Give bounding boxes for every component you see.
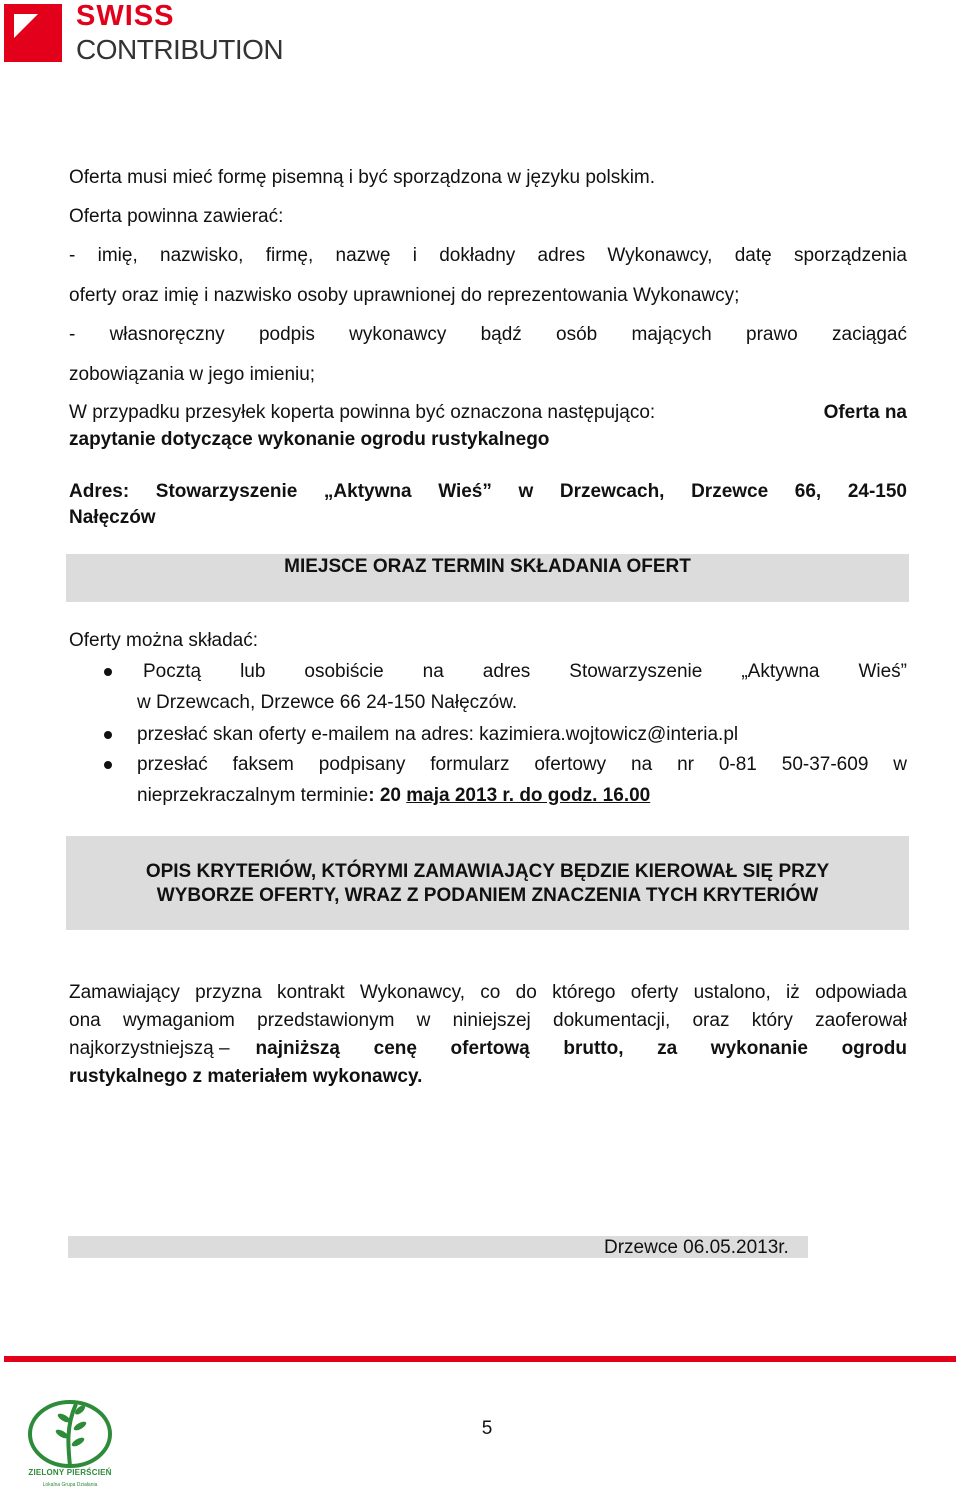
text-line: zobowiązania w jego imieniu; xyxy=(69,364,316,385)
zielony-pierscien-logo xyxy=(20,1396,120,1496)
text-line: oferty oraz imię i nazwisko osoby uprawnionej do reprezentowania Wykonawcy; xyxy=(69,285,740,306)
text-line: Zamawiający przyzna kontrakt Wykonawcy, co do którego oferty ustalono, iż odpowiada xyxy=(69,982,907,1003)
text-line: w Drzewcach, Drzewce 66 24-150 Nałęczów. xyxy=(137,692,518,713)
text-line xyxy=(137,785,907,807)
text-span: W przypadku przesyłek koperta powinna być oznaczona następująco: xyxy=(69,402,656,423)
text-line: ona wymaganiom przedstawionym w niniejszej dokumentacji, oraz który zaoferował xyxy=(69,1010,907,1031)
deadline-text: maja 2013 r. do godz. 16.00 xyxy=(406,785,651,806)
address-line: Nałęczów xyxy=(69,507,156,528)
text-line: Oferty można składać: xyxy=(69,630,259,651)
text-span-bold: : 20 xyxy=(368,785,401,806)
text-line: - własnoręczny podpis wykonawcy bądź osób mających prawo zaciągać xyxy=(69,324,907,345)
text-line: - imię, nazwisko, firmę, nazwę i dokładny adres Wykonawcy, datę sporządzenia xyxy=(69,245,907,266)
section-title: MIEJSCE ORAZ TERMIN SKŁADANIA OFERT xyxy=(284,556,691,577)
swiss-contribution-logo xyxy=(0,0,300,70)
page-number: 5 xyxy=(481,1418,493,1439)
address-line: Adres: Stowarzyszenie „Aktywna Wieś” w Drzewcach, Drzewce 66, 24-150 xyxy=(69,481,907,502)
text-span: nieprzekraczalnym terminie xyxy=(137,785,369,806)
text-span-bold: najniższą cenę ofertową brutto, za wykonanie ogrodu xyxy=(255,1038,907,1059)
logo-subtitle-text: Lokalna Grupa Działania xyxy=(42,1482,98,1488)
text-line xyxy=(69,402,907,424)
text-line: Oferta powinna zawierać: xyxy=(69,206,284,227)
section-title: WYBORZE OFERTY, WRAZ Z PODANIEM ZNACZENIA TYCH KRYTERIÓW xyxy=(156,885,819,906)
text-span-bold: Oferta na xyxy=(823,402,907,423)
section-title: OPIS KRYTERIÓW, KTÓRYMI ZAMAWIAJĄCY BĘDZIE KIEROWAŁ SIĘ PRZY xyxy=(145,861,830,882)
swiss-flag-icon xyxy=(4,4,62,62)
logo-name-text: ZIELONY PIERŚCIEŃ xyxy=(28,1468,112,1477)
bullet-icon xyxy=(104,668,112,676)
document-date: Drzewce 06.05.2013r. xyxy=(604,1237,789,1258)
logo-swiss-text: SWISS xyxy=(76,0,175,32)
text-line xyxy=(69,1038,907,1060)
leaf-wreath-icon xyxy=(24,1396,116,1470)
text-line: przesłać skan oferty e-mailem na adres: kazimiera.wojtowicz@interia.pl xyxy=(137,724,739,745)
logo-contribution-text: CONTRIBUTION xyxy=(76,34,284,65)
text-line: Oferta musi mieć formę pisemną i być sporządzona w języku polskim. xyxy=(69,167,656,188)
text-line: przesłać faksem podpisany formularz ofertowy na nr 0-81 50-37-609 w xyxy=(137,754,907,775)
footer-rule xyxy=(4,1356,956,1362)
text-span: najkorzystniejszą – xyxy=(69,1038,230,1059)
text-line-bold: rustykalnego z materiałem wykonawcy. xyxy=(69,1066,423,1087)
bullet-icon xyxy=(104,731,112,739)
text-line: Pocztą lub osobiście na adres Stowarzyszenie „Aktywna Wieś” xyxy=(143,661,907,682)
text-line-bold: zapytanie dotyczące wykonanie ogrodu rustykalnego xyxy=(69,429,550,450)
bullet-icon xyxy=(104,761,112,769)
